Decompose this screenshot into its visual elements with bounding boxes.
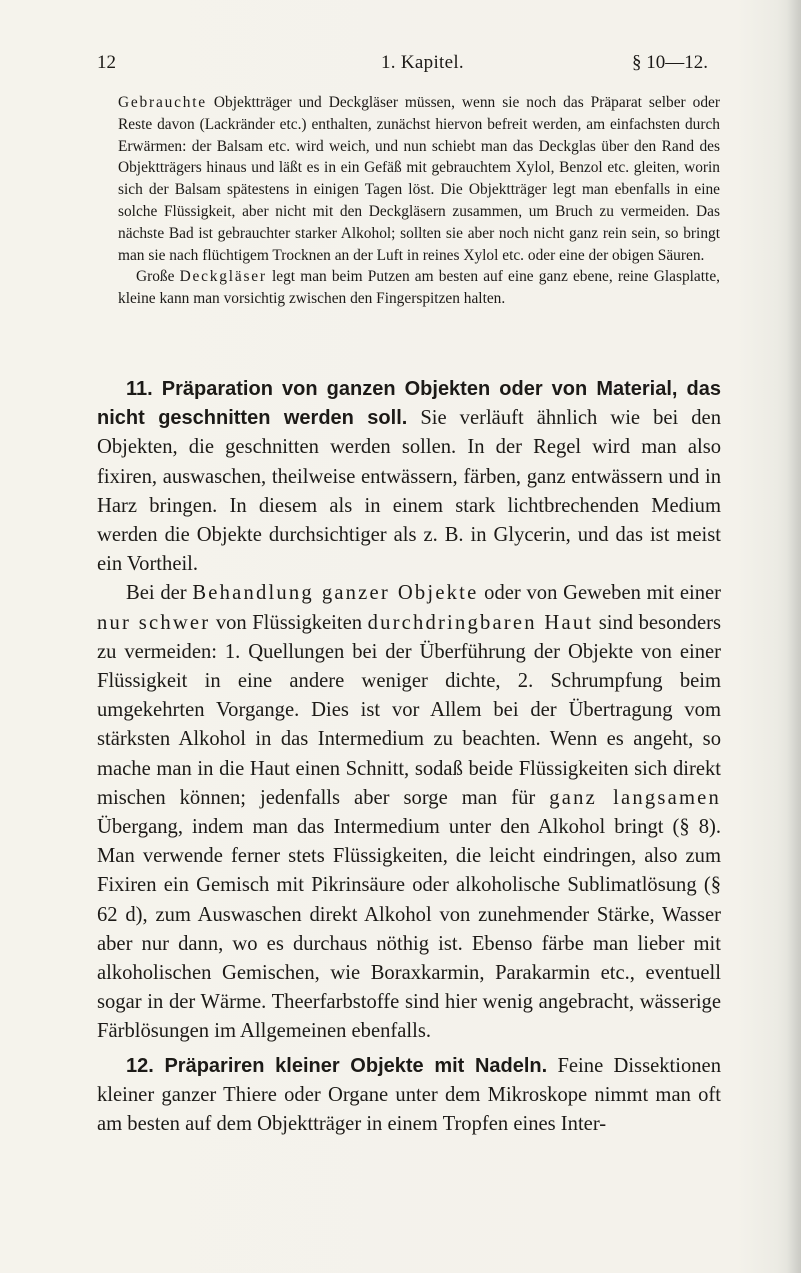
- section-11-heading: 11. Präparation von ganzen Objekten oder von Material, das nicht geschnitten werden soll.: [97, 378, 721, 430]
- emphasis-text: Gebrauchte: [118, 94, 207, 111]
- emphasis-text: Behandlung ganzer Objekte: [192, 582, 479, 605]
- paragraph-text: Sie verläuft ähnlich wie bei den Objekten, die geschnitten werden sollen. In der Regel wird man also fixiren, auswaschen, theilweise entwässern, färben, ganz entwässern und in Harz bringen. In diesem als in einem stark lichtbrechenden Medium werden die Objekte durchsichtiger als z. B. in Glycerin, und das ist meist ein Vortheil.: [97, 407, 721, 576]
- paragraph-text: Objektträger und Deckgläser müssen, wenn sie noch das Präparat selber oder Reste davon (Lackränder etc.) enthalten, zunächst hiervon befreit werden, am einfachsten durch Erwärmen: der Balsam etc. wird weich, und nun schiebt man das Deckglas über den Rand des Objektträgers hinaus und läßt es in ein Gefäß mit gebrauchtem Xylol, Benzol etc. gleiten, worin sich der Balsam spätestens in einigen Tagen löst. Die Objektträger legt man ebenfalls in eine solche Flüssigkeit, aber nicht mit den Deckgläsern zusammen, um Bruch zu vermeiden. Das nächste Bad ist gebrauchter starker Alkohol; sollten sie aber noch nicht ganz rein sein, so bringt man sie nach flüchtigem Trocknen an der Luft in reines Xylol etc. oder eine der obigen Säuren.: [118, 94, 720, 264]
- small-print-paragraph-2: [118, 266, 720, 310]
- emphasis-text: durchdringbaren Haut: [367, 611, 594, 634]
- paragraph-text: Übergang, indem man das Intermedium unter den Alkohol bringt (§ 8). Man verwende ferner stets Flüssigkeiten, die leicht eindringen, also zum Fixiren ein Gemisch mit Pikrinsäure oder alkoholische Sublimatlösung (§ 62 d), zum Auswaschen direkt Alkohol von zunehmender Stärke, Wasser aber nur dann, wo es durchaus nöthig ist. Ebenso färbe man lieber mit alkoholischen Gemischen, wie Boraxkarmin, Parakarmin etc., eventuell sogar in der Wärme. Theerfarbstoffe sind hier wenig angebracht, wässerige Färblösungen im Allgemeinen ebenfalls.: [97, 816, 721, 1043]
- section-12-heading: 12. Präpariren kleiner Objekte mit Nadeln.: [126, 1054, 548, 1077]
- page-number: 12: [97, 52, 116, 73]
- page-header: [0, 52, 801, 76]
- paragraph-text: oder von Geweben mit einer: [478, 582, 721, 605]
- paragraph-text: Große: [136, 268, 175, 286]
- main-text-block: [97, 375, 721, 1139]
- small-print-paragraph-1: [118, 92, 720, 266]
- section-11-paragraph-1: [97, 375, 721, 579]
- section-11-paragraph-2: [97, 579, 721, 1046]
- small-print-block: [118, 92, 720, 310]
- emphasis-text: Deckgläser: [179, 268, 267, 286]
- paragraph-text: legt man beim Putzen am besten auf eine ganz ebene, reine Glasplatte, kleine kann man vorsichtig zwischen den Fingerspitzen halten.: [118, 268, 720, 308]
- emphasis-text: ganz langsamen: [549, 786, 722, 809]
- running-title: 1. Kapitel.: [381, 52, 464, 73]
- emphasis-text: nur schwer: [97, 611, 211, 634]
- paragraph-text: sind besonders zu vermeiden: 1. Quellungen bei der Überführung der Objekte von einer Flüssigkeit in eine andere weniger dichte, 2. Schrumpfung beim umgekehrten Vorgange. Dies ist vor Allem bei der Übertragung vom stärksten Alkohol in das Intermedium zu beachten. Wenn es angeht, so mache man in die Haut einen Schnitt, sodaß beide Flüssigkeiten sich direkt mischen können; jedenfalls aber sorge man für: [97, 611, 721, 809]
- paragraph-text: Feine Dissektionen kleiner ganzer Thiere oder Organe unter dem Mikroskope nimmt man oft am besten auf dem Objektträger in einem Tropfen eines Inter-: [97, 1054, 721, 1136]
- paragraph-text: Bei der: [126, 582, 193, 605]
- section-range: § 10—12.: [632, 52, 708, 73]
- page-edge-shadow: [787, 0, 801, 1273]
- paragraph-text: von Flüssigkeiten: [210, 611, 368, 634]
- section-12-paragraph: [97, 1052, 721, 1140]
